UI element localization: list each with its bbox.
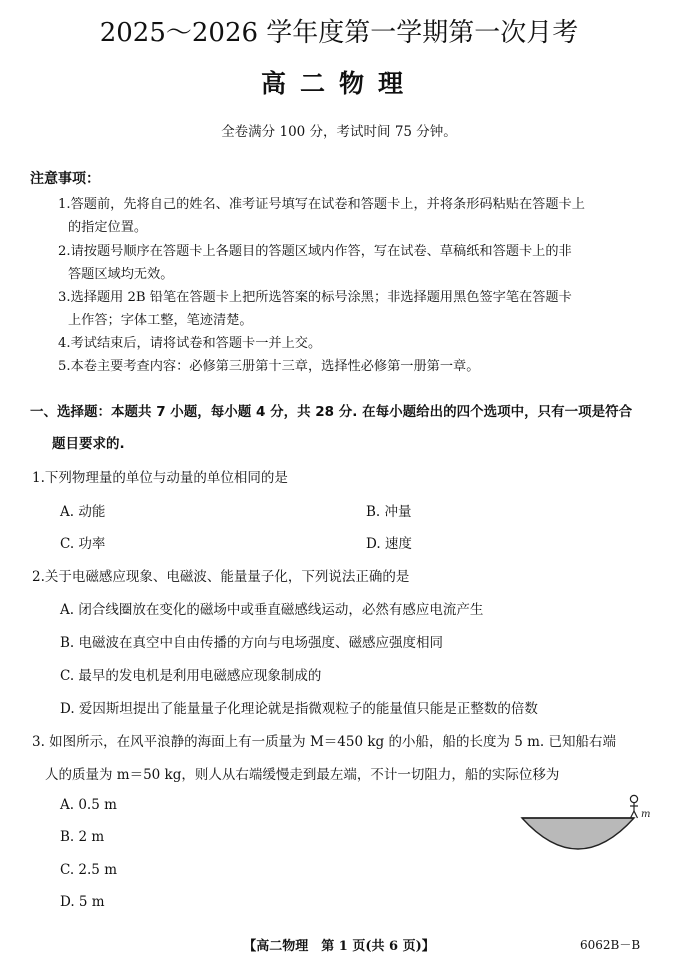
note-line: 1.答题前，先将自己的姓名、准考证号填写在试卷和答题卡上，并将条形码粘贴在答题卡上 (58, 197, 585, 212)
section-heading-cont: 题目要求的. (52, 436, 125, 452)
note-line: 4.考试结束后，请将试卷和答题卡一并上交。 (58, 336, 322, 351)
q3-option-a: A. 0.5 m (60, 797, 117, 813)
q3-option-d: D. 5 m (60, 894, 105, 910)
note-line: 的指定位置。 (68, 220, 148, 235)
question-3-stem: 3. 如图所示，在风平浪静的海面上有一质量为 M＝450 kg 的小船，船的长度为 5 m. 已知船右端 (32, 734, 617, 750)
note-line: 答题区域均无效。 (68, 267, 174, 282)
question-3-stem-cont: 人的质量为 m＝50 kg，则人从右端缓慢走到最左端，不计一切阻力，船的实际位移为 (45, 767, 560, 783)
q1-option-a: A. 动能 (60, 504, 106, 520)
q3-option-c: C. 2.5 m (60, 862, 117, 878)
exam-title: 2025～2026 学年度第一学期第一次月考 (99, 18, 579, 48)
exam-info: 全卷满分 100 分，考试时间 75 分钟。 (221, 124, 457, 140)
q1-option-d: D. 速度 (366, 536, 412, 552)
note-line: 3.选择题用 2B 铅笔在答题卡上把所选答案的标号涂黑；非选择题用黑色签字笔在答题卡 (58, 290, 572, 305)
section-heading: 一、选择题：本题共 7 小题，每小题 4 分，共 28 分. 在每小题给出的四个选项中，只有一项是符合 (30, 404, 633, 420)
question-2-stem: 2.关于电磁感应现象、电磁波、能量量子化，下列说法正确的是 (32, 569, 410, 585)
mass-label: m (641, 809, 651, 820)
q2-option-d: D. 爱因斯坦提出了能量量子化理论就是指微观粒子的能量值只能是正整数的倍数 (60, 701, 538, 717)
paper-code: 6062B－B (580, 938, 641, 952)
boat-figure (518, 790, 658, 860)
q3-option-b: B. 2 m (60, 829, 105, 845)
boat-hull (522, 818, 634, 849)
subject-title: 高二物理 (260, 69, 417, 98)
q1-option-b: B. 冲量 (366, 504, 412, 520)
page-footer: 【高二物理 第 1 页(共 6 页)】 (243, 939, 435, 954)
question-1-stem: 1.下列物理量的单位与动量的单位相同的是 (32, 470, 288, 486)
q1-option-c: C. 功率 (60, 536, 106, 552)
q2-option-a: A. 闭合线圈放在变化的磁场中或垂直磁感线运动，必然有感应电流产生 (60, 602, 484, 618)
note-line: 5.本卷主要考查内容：必修第三册第十三章，选择性必修第一册第一章。 (58, 359, 480, 374)
person-icon (630, 795, 638, 818)
q2-option-b: B. 电磁波在真空中自由传播的方向与电场强度、磁感应强度相同 (60, 635, 444, 651)
note-line: 2.请按题号顺序在答题卡上各题目的答题区域内作答，写在试卷、草稿纸和答题卡上的非 (58, 244, 572, 259)
q2-option-c: C. 最早的发电机是利用电磁感应现象制成的 (60, 668, 322, 684)
note-line: 上作答；字体工整，笔迹清楚。 (68, 313, 253, 328)
notes-heading: 注意事项： (30, 171, 100, 187)
